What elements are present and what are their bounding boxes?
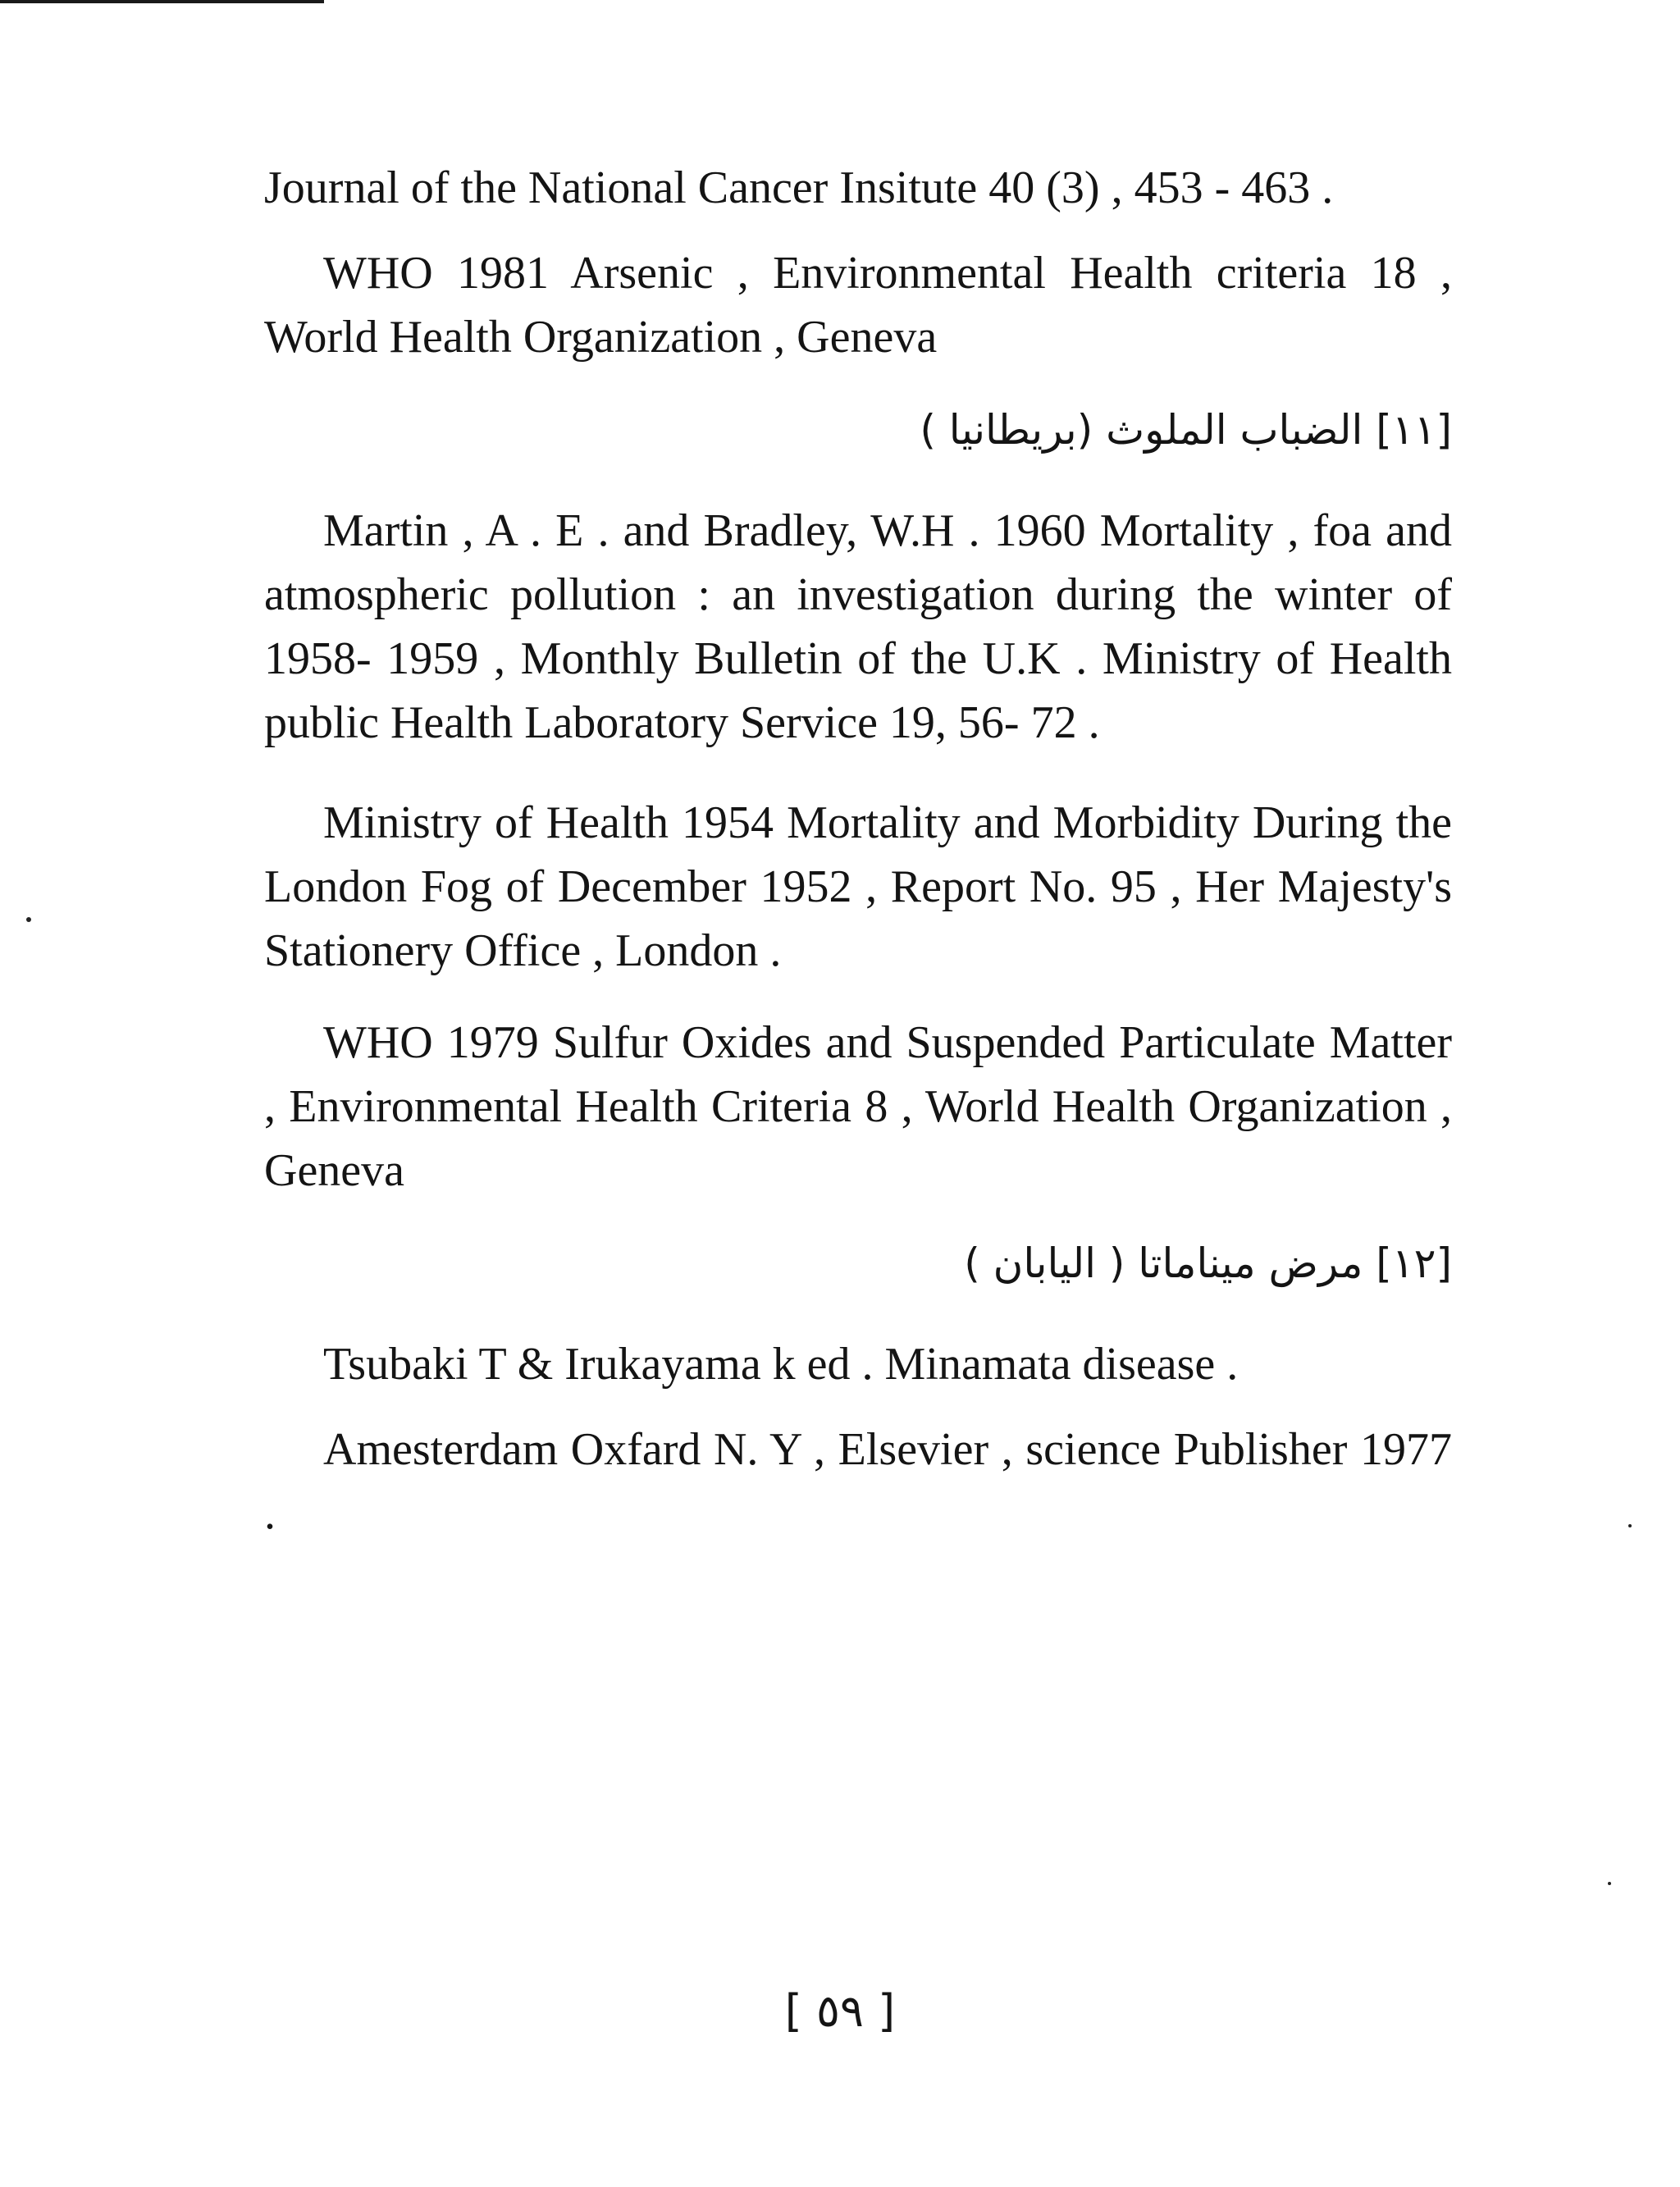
page-number: [ ٥٩ ] — [784, 1985, 896, 2037]
scan-speck — [1628, 1524, 1632, 1527]
scan-edge-rule — [0, 0, 324, 3]
reference-journal-nci: Journal of the National Cancer Insitute 40 (3) , 453 - 463 . — [264, 162, 1334, 213]
references-list — [264, 156, 1452, 1546]
scan-speck — [26, 917, 31, 922]
reference-ministry-1954: Ministry of Health 1954 Mortality and Morbidity During the London Fog of December 1952 , Report No. 95 , Her Majesty's Stationery Office , London . — [264, 797, 1452, 976]
scan-speck — [1608, 1882, 1611, 1885]
reference-who-1981: WHO 1981 Arsenic , Environmental Health criteria 18 , World Health Organization , Geneva — [264, 248, 1452, 363]
reference-martin-1960: Martin , A . E . and Bradley, W.H . 1960 Mortality , foa and atmospheric pollution : an investigation during the winter of 1958- 1959 , Monthly Bulletin of the U.K . Ministry of Health public Health Laboratory Service 19, 56- 72 . — [264, 505, 1452, 748]
section-heading-11: [١١] الضباب الملوث (بريطانيا ) — [920, 406, 1452, 454]
reference-tsubaki: Tsubaki T & Irukayama k ed . Minamata disease . — [323, 1339, 1239, 1390]
reference-who-1979: WHO 1979 Sulfur Oxides and Suspended Particulate Matter , Environmental Health Criteria 8 , World Health Organization , Geneva — [264, 1017, 1452, 1196]
section-heading-12: [١٢] مرض ميناماتا ( اليابان ) — [964, 1240, 1452, 1287]
reference-amesterdam: Amesterdam Oxfard N. Y , Elsevier , science Publisher 1977 . — [264, 1424, 1452, 1539]
